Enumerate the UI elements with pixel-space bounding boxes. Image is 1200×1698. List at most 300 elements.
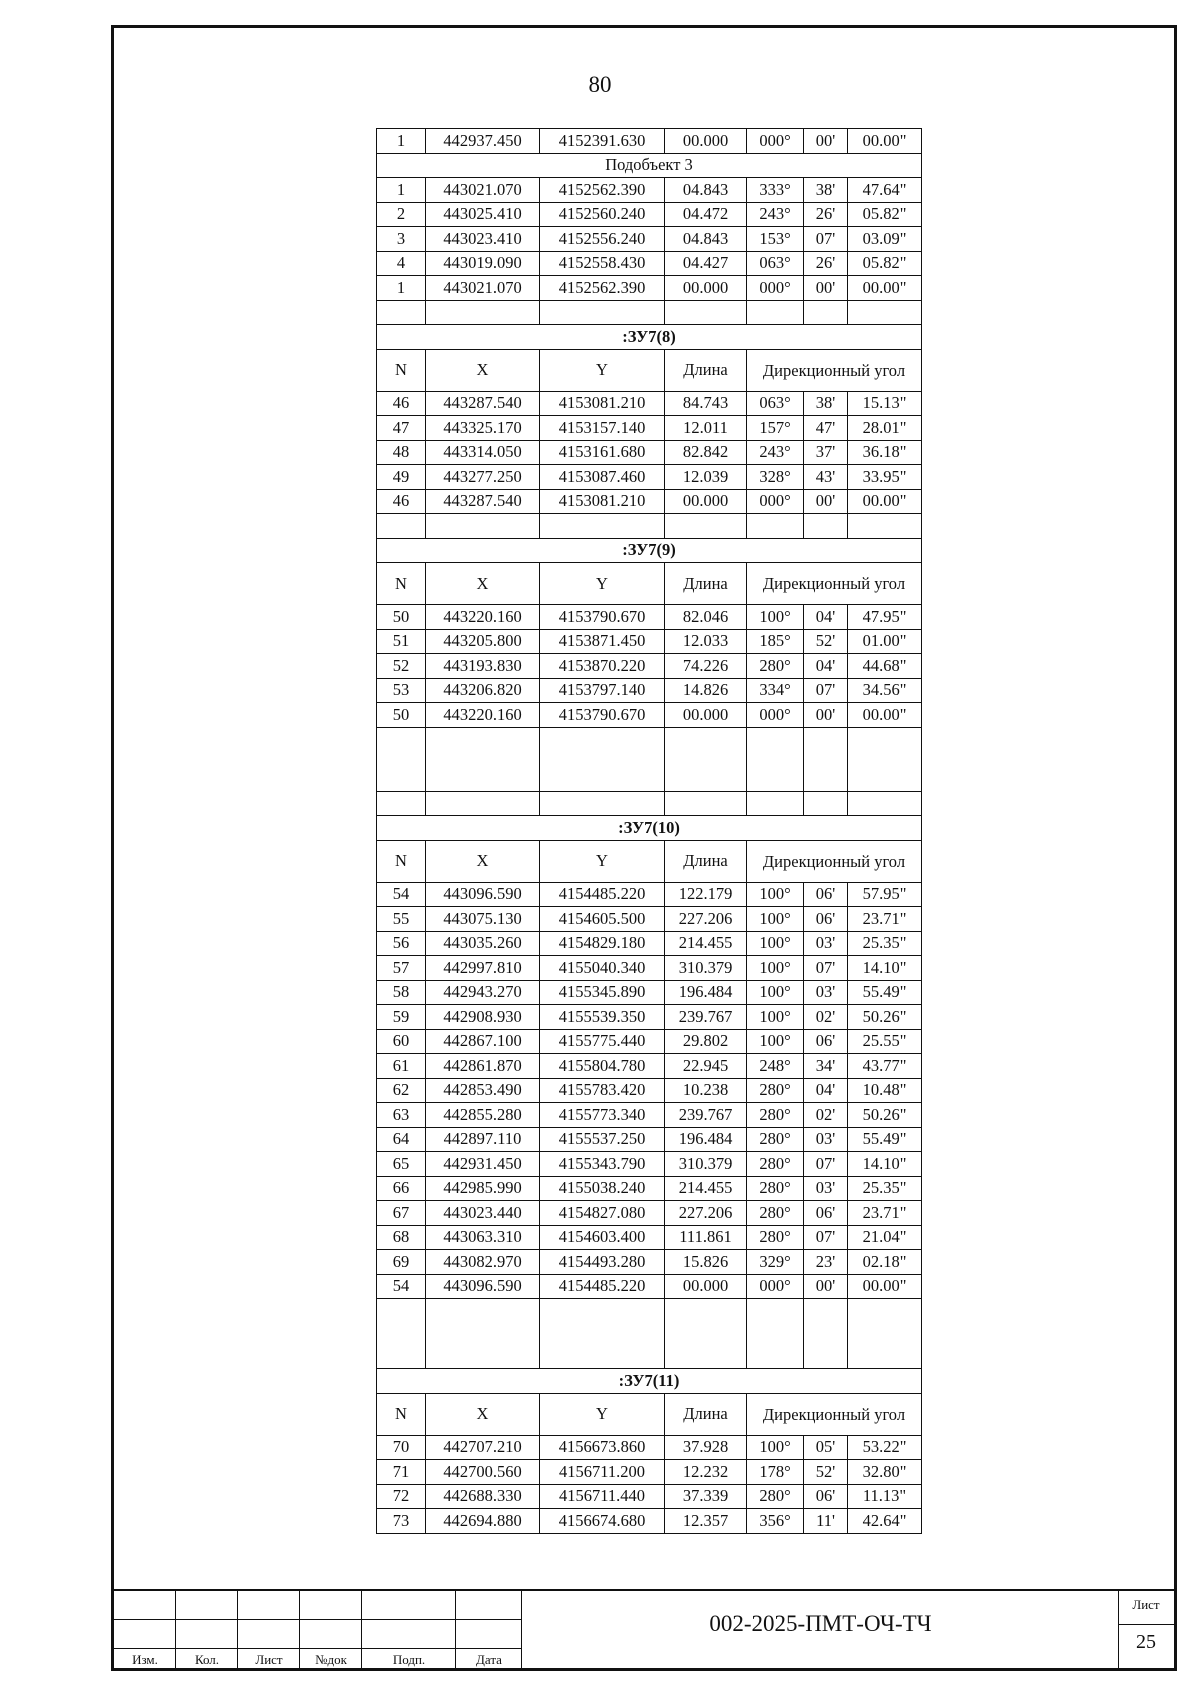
- y-coordinate-cell: 4152562.390: [540, 276, 665, 301]
- y-coordinate-cell: 4154605.500: [540, 907, 665, 932]
- table-row: [377, 391, 922, 416]
- empty-cell: [848, 300, 922, 325]
- header-row: [377, 349, 922, 391]
- point-number-cell: 46: [377, 391, 426, 416]
- empty-row: [377, 727, 922, 791]
- length-cell: 22.945: [665, 1054, 747, 1079]
- y-coordinate-cell: 4152391.630: [540, 129, 665, 154]
- header-x: X: [426, 563, 540, 605]
- empty-cell: [377, 300, 426, 325]
- angle-minutes-cell: 03': [804, 980, 848, 1005]
- angle-seconds-cell: 05.82": [848, 202, 922, 227]
- point-number-cell: 56: [377, 931, 426, 956]
- point-number-cell: 72: [377, 1484, 426, 1509]
- length-cell: 00.000: [665, 489, 747, 514]
- point-number-cell: 61: [377, 1054, 426, 1079]
- table-row: [377, 276, 922, 301]
- x-coordinate-cell: 443193.830: [426, 654, 540, 679]
- angle-degrees-cell: 157°: [747, 416, 804, 441]
- x-coordinate-cell: 442855.280: [426, 1103, 540, 1128]
- table-row: [377, 178, 922, 203]
- table-row: [377, 703, 922, 728]
- y-coordinate-cell: 4156711.200: [540, 1460, 665, 1485]
- empty-cell: [540, 791, 665, 816]
- title-block: [114, 1589, 1174, 1670]
- point-number-cell: 67: [377, 1201, 426, 1226]
- angle-minutes-cell: 37': [804, 440, 848, 465]
- length-cell: 227.206: [665, 907, 747, 932]
- x-coordinate-cell: 443082.970: [426, 1250, 540, 1275]
- angle-seconds-cell: 57.95": [848, 882, 922, 907]
- y-coordinate-cell: 4154829.180: [540, 931, 665, 956]
- header-angle: Дирекционный угол: [747, 1393, 922, 1435]
- x-coordinate-cell: 443025.410: [426, 202, 540, 227]
- coordinates-table: [376, 128, 922, 1534]
- angle-minutes-cell: 38': [804, 391, 848, 416]
- section-row: [377, 325, 922, 350]
- section-title: :ЗУ7(10): [377, 816, 922, 841]
- x-coordinate-cell: 442908.930: [426, 1005, 540, 1030]
- x-coordinate-cell: 442707.210: [426, 1435, 540, 1460]
- x-coordinate-cell: 442997.810: [426, 956, 540, 981]
- x-coordinate-cell: 443023.410: [426, 227, 540, 252]
- y-coordinate-cell: 4152556.240: [540, 227, 665, 252]
- angle-seconds-cell: 50.26": [848, 1005, 922, 1030]
- length-cell: 00.000: [665, 129, 747, 154]
- empty-cell: [747, 727, 804, 791]
- angle-degrees-cell: 243°: [747, 440, 804, 465]
- angle-seconds-cell: 43.77": [848, 1054, 922, 1079]
- empty-cell: [848, 514, 922, 539]
- angle-seconds-cell: 34.56": [848, 678, 922, 703]
- length-cell: 196.484: [665, 980, 747, 1005]
- y-coordinate-cell: 4155040.340: [540, 956, 665, 981]
- angle-seconds-cell: 10.48": [848, 1078, 922, 1103]
- header-n: N: [377, 1393, 426, 1435]
- point-number-cell: 49: [377, 465, 426, 490]
- empty-cell: [848, 727, 922, 791]
- table-row: [377, 416, 922, 441]
- angle-degrees-cell: 100°: [747, 605, 804, 630]
- x-coordinate-cell: 442897.110: [426, 1127, 540, 1152]
- empty-cell: [804, 727, 848, 791]
- angle-degrees-cell: 280°: [747, 654, 804, 679]
- x-coordinate-cell: 443075.130: [426, 907, 540, 932]
- angle-minutes-cell: 38': [804, 178, 848, 203]
- table-row: [377, 1029, 922, 1054]
- x-coordinate-cell: 443063.310: [426, 1225, 540, 1250]
- empty-cell: [804, 514, 848, 539]
- x-coordinate-cell: 442931.450: [426, 1152, 540, 1177]
- table-row: [377, 1005, 922, 1030]
- empty-cell: [540, 727, 665, 791]
- y-coordinate-cell: 4154485.220: [540, 1274, 665, 1299]
- angle-seconds-cell: 00.00": [848, 703, 922, 728]
- angle-minutes-cell: 52': [804, 629, 848, 654]
- angle-seconds-cell: 25.55": [848, 1029, 922, 1054]
- empty-cell: [377, 791, 426, 816]
- angle-degrees-cell: 280°: [747, 1225, 804, 1250]
- length-cell: 04.427: [665, 251, 747, 276]
- empty-cell: [848, 791, 922, 816]
- y-coordinate-cell: 4155038.240: [540, 1176, 665, 1201]
- point-number-cell: 53: [377, 678, 426, 703]
- empty-row: [377, 300, 922, 325]
- angle-seconds-cell: 33.95": [848, 465, 922, 490]
- empty-cell: [804, 300, 848, 325]
- y-coordinate-cell: 4155537.250: [540, 1127, 665, 1152]
- angle-minutes-cell: 07': [804, 1225, 848, 1250]
- header-row: [377, 1393, 922, 1435]
- x-coordinate-cell: 443277.250: [426, 465, 540, 490]
- table-row: [377, 465, 922, 490]
- length-cell: 37.928: [665, 1435, 747, 1460]
- length-cell: 111.861: [665, 1225, 747, 1250]
- angle-degrees-cell: 100°: [747, 1005, 804, 1030]
- length-cell: 04.843: [665, 227, 747, 252]
- angle-minutes-cell: 52': [804, 1460, 848, 1485]
- empty-cell: [747, 514, 804, 539]
- y-coordinate-cell: 4156711.440: [540, 1484, 665, 1509]
- angle-degrees-cell: 329°: [747, 1250, 804, 1275]
- angle-seconds-cell: 14.10": [848, 956, 922, 981]
- angle-degrees-cell: 280°: [747, 1103, 804, 1128]
- x-coordinate-cell: 442937.450: [426, 129, 540, 154]
- table-row: [377, 227, 922, 252]
- table-row: [377, 882, 922, 907]
- angle-minutes-cell: 00': [804, 276, 848, 301]
- length-cell: 12.033: [665, 629, 747, 654]
- x-coordinate-cell: 443023.440: [426, 1201, 540, 1226]
- point-number-cell: 54: [377, 882, 426, 907]
- empty-cell: [426, 300, 540, 325]
- stamp-label-ndok: №док: [315, 1652, 347, 1667]
- table-row: [377, 1103, 922, 1128]
- section-title: :ЗУ7(11): [377, 1369, 922, 1394]
- sheet-number: 25: [1136, 1631, 1156, 1653]
- table-row: [377, 489, 922, 514]
- y-coordinate-cell: 4153790.670: [540, 605, 665, 630]
- y-coordinate-cell: 4153790.670: [540, 703, 665, 728]
- point-number-cell: 4: [377, 251, 426, 276]
- angle-minutes-cell: 05': [804, 1435, 848, 1460]
- table-row: [377, 1078, 922, 1103]
- y-coordinate-cell: 4153081.210: [540, 391, 665, 416]
- y-coordinate-cell: 4156673.860: [540, 1435, 665, 1460]
- angle-minutes-cell: 00': [804, 1274, 848, 1299]
- x-coordinate-cell: 443325.170: [426, 416, 540, 441]
- empty-cell: [665, 300, 747, 325]
- length-cell: 310.379: [665, 956, 747, 981]
- y-coordinate-cell: 4152560.240: [540, 202, 665, 227]
- point-number-cell: 70: [377, 1435, 426, 1460]
- angle-degrees-cell: 100°: [747, 956, 804, 981]
- angle-seconds-cell: 02.18": [848, 1250, 922, 1275]
- angle-minutes-cell: 07': [804, 678, 848, 703]
- angle-seconds-cell: 05.82": [848, 251, 922, 276]
- table-row: [377, 202, 922, 227]
- x-coordinate-cell: 442985.990: [426, 1176, 540, 1201]
- length-cell: 00.000: [665, 276, 747, 301]
- table-row: [377, 931, 922, 956]
- y-coordinate-cell: 4153087.460: [540, 465, 665, 490]
- angle-degrees-cell: 280°: [747, 1152, 804, 1177]
- angle-degrees-cell: 328°: [747, 465, 804, 490]
- table-row: [377, 1484, 922, 1509]
- length-cell: 12.232: [665, 1460, 747, 1485]
- angle-seconds-cell: 23.71": [848, 907, 922, 932]
- y-coordinate-cell: 4155775.440: [540, 1029, 665, 1054]
- length-cell: 214.455: [665, 1176, 747, 1201]
- angle-degrees-cell: 153°: [747, 227, 804, 252]
- table-row: [377, 440, 922, 465]
- empty-cell: [747, 1299, 804, 1369]
- point-number-cell: 58: [377, 980, 426, 1005]
- angle-seconds-cell: 00.00": [848, 1274, 922, 1299]
- x-coordinate-cell: 443021.070: [426, 276, 540, 301]
- angle-seconds-cell: 23.71": [848, 1201, 922, 1226]
- header-n: N: [377, 349, 426, 391]
- y-coordinate-cell: 4154485.220: [540, 882, 665, 907]
- angle-seconds-cell: 55.49": [848, 980, 922, 1005]
- table-row: [377, 1127, 922, 1152]
- angle-minutes-cell: 03': [804, 1127, 848, 1152]
- angle-minutes-cell: 00': [804, 489, 848, 514]
- y-coordinate-cell: 4155804.780: [540, 1054, 665, 1079]
- length-cell: 00.000: [665, 1274, 747, 1299]
- angle-degrees-cell: 178°: [747, 1460, 804, 1485]
- x-coordinate-cell: 443019.090: [426, 251, 540, 276]
- angle-degrees-cell: 280°: [747, 1078, 804, 1103]
- length-cell: 196.484: [665, 1127, 747, 1152]
- angle-minutes-cell: 26': [804, 202, 848, 227]
- empty-cell: [804, 1299, 848, 1369]
- angle-degrees-cell: 243°: [747, 202, 804, 227]
- y-coordinate-cell: 4155783.420: [540, 1078, 665, 1103]
- table-row: [377, 629, 922, 654]
- angle-seconds-cell: 25.35": [848, 1176, 922, 1201]
- angle-degrees-cell: 100°: [747, 980, 804, 1005]
- point-number-cell: 59: [377, 1005, 426, 1030]
- point-number-cell: 2: [377, 202, 426, 227]
- angle-minutes-cell: 06': [804, 882, 848, 907]
- y-coordinate-cell: 4155345.890: [540, 980, 665, 1005]
- angle-seconds-cell: 11.13": [848, 1484, 922, 1509]
- table-row: [377, 654, 922, 679]
- length-cell: 122.179: [665, 882, 747, 907]
- angle-seconds-cell: 14.10": [848, 1152, 922, 1177]
- table-row: [377, 1274, 922, 1299]
- angle-seconds-cell: 32.80": [848, 1460, 922, 1485]
- x-coordinate-cell: 443314.050: [426, 440, 540, 465]
- header-y: Y: [540, 349, 665, 391]
- x-coordinate-cell: 443021.070: [426, 178, 540, 203]
- empty-row: [377, 514, 922, 539]
- length-cell: 12.357: [665, 1509, 747, 1534]
- angle-degrees-cell: 100°: [747, 907, 804, 932]
- stamp-label-izm: Изм.: [132, 1652, 158, 1667]
- angle-seconds-cell: 47.64": [848, 178, 922, 203]
- angle-minutes-cell: 04': [804, 605, 848, 630]
- point-number-cell: 1: [377, 178, 426, 203]
- stamp-label-podp: Подп.: [392, 1652, 426, 1667]
- angle-minutes-cell: 04': [804, 1078, 848, 1103]
- header-y: Y: [540, 1393, 665, 1435]
- section-title: Подобъект 3: [377, 153, 922, 178]
- angle-minutes-cell: 02': [804, 1005, 848, 1030]
- empty-cell: [665, 514, 747, 539]
- point-number-cell: 64: [377, 1127, 426, 1152]
- x-coordinate-cell: 443096.590: [426, 1274, 540, 1299]
- angle-degrees-cell: 333°: [747, 178, 804, 203]
- length-cell: 227.206: [665, 1201, 747, 1226]
- point-number-cell: 63: [377, 1103, 426, 1128]
- empty-cell: [426, 1299, 540, 1369]
- angle-minutes-cell: 00': [804, 129, 848, 154]
- header-n: N: [377, 840, 426, 882]
- x-coordinate-cell: 443287.540: [426, 489, 540, 514]
- point-number-cell: 71: [377, 1460, 426, 1485]
- angle-degrees-cell: 100°: [747, 1435, 804, 1460]
- length-cell: 12.039: [665, 465, 747, 490]
- angle-degrees-cell: 334°: [747, 678, 804, 703]
- section-title: :ЗУ7(9): [377, 538, 922, 563]
- angle-seconds-cell: 00.00": [848, 276, 922, 301]
- header-y: Y: [540, 563, 665, 605]
- angle-seconds-cell: 03.09": [848, 227, 922, 252]
- empty-cell: [426, 727, 540, 791]
- point-number-cell: 54: [377, 1274, 426, 1299]
- x-coordinate-cell: 442943.270: [426, 980, 540, 1005]
- table-row: [377, 1152, 922, 1177]
- angle-degrees-cell: 000°: [747, 276, 804, 301]
- y-coordinate-cell: 4153081.210: [540, 489, 665, 514]
- table-row: [377, 980, 922, 1005]
- angle-minutes-cell: 34': [804, 1054, 848, 1079]
- section-row: [377, 538, 922, 563]
- document-code: 002-2025-ПМТ-ОЧ-ТЧ: [709, 1611, 932, 1636]
- angle-degrees-cell: 063°: [747, 251, 804, 276]
- angle-minutes-cell: 04': [804, 654, 848, 679]
- angle-minutes-cell: 06': [804, 907, 848, 932]
- table-row: [377, 956, 922, 981]
- x-coordinate-cell: 442694.880: [426, 1509, 540, 1534]
- y-coordinate-cell: 4156674.680: [540, 1509, 665, 1534]
- table-row: [377, 605, 922, 630]
- point-number-cell: 62: [377, 1078, 426, 1103]
- length-cell: 74.226: [665, 654, 747, 679]
- angle-seconds-cell: 53.22": [848, 1435, 922, 1460]
- table-row: [377, 1201, 922, 1226]
- length-cell: 84.743: [665, 391, 747, 416]
- angle-degrees-cell: 248°: [747, 1054, 804, 1079]
- empty-cell: [804, 791, 848, 816]
- angle-minutes-cell: 02': [804, 1103, 848, 1128]
- header-x: X: [426, 840, 540, 882]
- table-row: [377, 1054, 922, 1079]
- header-x: X: [426, 349, 540, 391]
- empty-cell: [848, 1299, 922, 1369]
- y-coordinate-cell: 4155539.350: [540, 1005, 665, 1030]
- y-coordinate-cell: 4153157.140: [540, 416, 665, 441]
- header-length: Длина: [665, 349, 747, 391]
- point-number-cell: 47: [377, 416, 426, 441]
- header-angle: Дирекционный угол: [747, 563, 922, 605]
- section-row: [377, 1369, 922, 1394]
- angle-seconds-cell: 47.95": [848, 605, 922, 630]
- x-coordinate-cell: 443220.160: [426, 605, 540, 630]
- table-row: [377, 907, 922, 932]
- point-number-cell: 69: [377, 1250, 426, 1275]
- point-number-cell: 57: [377, 956, 426, 981]
- header-n: N: [377, 563, 426, 605]
- table-row: [377, 129, 922, 154]
- table-row: [377, 1225, 922, 1250]
- y-coordinate-cell: 4153161.680: [540, 440, 665, 465]
- x-coordinate-cell: 442688.330: [426, 1484, 540, 1509]
- stamp-label-list: Лист: [255, 1652, 283, 1667]
- length-cell: 37.339: [665, 1484, 747, 1509]
- length-cell: 14.826: [665, 678, 747, 703]
- y-coordinate-cell: 4154827.080: [540, 1201, 665, 1226]
- angle-minutes-cell: 23': [804, 1250, 848, 1275]
- point-number-cell: 65: [377, 1152, 426, 1177]
- length-cell: 82.842: [665, 440, 747, 465]
- point-number-cell: 51: [377, 629, 426, 654]
- angle-degrees-cell: 000°: [747, 703, 804, 728]
- header-x: X: [426, 1393, 540, 1435]
- header-angle: Дирекционный угол: [747, 349, 922, 391]
- stamp-label-data: Дата: [476, 1652, 502, 1667]
- angle-degrees-cell: 000°: [747, 129, 804, 154]
- table-row: [377, 678, 922, 703]
- angle-seconds-cell: 00.00": [848, 129, 922, 154]
- angle-seconds-cell: 01.00": [848, 629, 922, 654]
- length-cell: 29.802: [665, 1029, 747, 1054]
- table-row: [377, 1460, 922, 1485]
- angle-minutes-cell: 06': [804, 1029, 848, 1054]
- angle-minutes-cell: 07': [804, 956, 848, 981]
- empty-cell: [377, 514, 426, 539]
- point-number-cell: 50: [377, 605, 426, 630]
- angle-seconds-cell: 00.00": [848, 489, 922, 514]
- angle-degrees-cell: 000°: [747, 1274, 804, 1299]
- angle-minutes-cell: 11': [804, 1509, 848, 1534]
- angle-degrees-cell: 100°: [747, 931, 804, 956]
- point-number-cell: 66: [377, 1176, 426, 1201]
- length-cell: 15.826: [665, 1250, 747, 1275]
- point-number-cell: 68: [377, 1225, 426, 1250]
- angle-minutes-cell: 06': [804, 1484, 848, 1509]
- angle-minutes-cell: 47': [804, 416, 848, 441]
- angle-seconds-cell: 25.35": [848, 931, 922, 956]
- point-number-cell: 73: [377, 1509, 426, 1534]
- y-coordinate-cell: 4153870.220: [540, 654, 665, 679]
- angle-minutes-cell: 03': [804, 1176, 848, 1201]
- empty-cell: [540, 300, 665, 325]
- length-cell: 310.379: [665, 1152, 747, 1177]
- point-number-cell: 60: [377, 1029, 426, 1054]
- table-row: [377, 1435, 922, 1460]
- angle-degrees-cell: 100°: [747, 882, 804, 907]
- x-coordinate-cell: 443287.540: [426, 391, 540, 416]
- x-coordinate-cell: 442861.870: [426, 1054, 540, 1079]
- empty-cell: [665, 791, 747, 816]
- angle-minutes-cell: 06': [804, 1201, 848, 1226]
- angle-seconds-cell: 28.01": [848, 416, 922, 441]
- angle-seconds-cell: 15.13": [848, 391, 922, 416]
- angle-seconds-cell: 36.18": [848, 440, 922, 465]
